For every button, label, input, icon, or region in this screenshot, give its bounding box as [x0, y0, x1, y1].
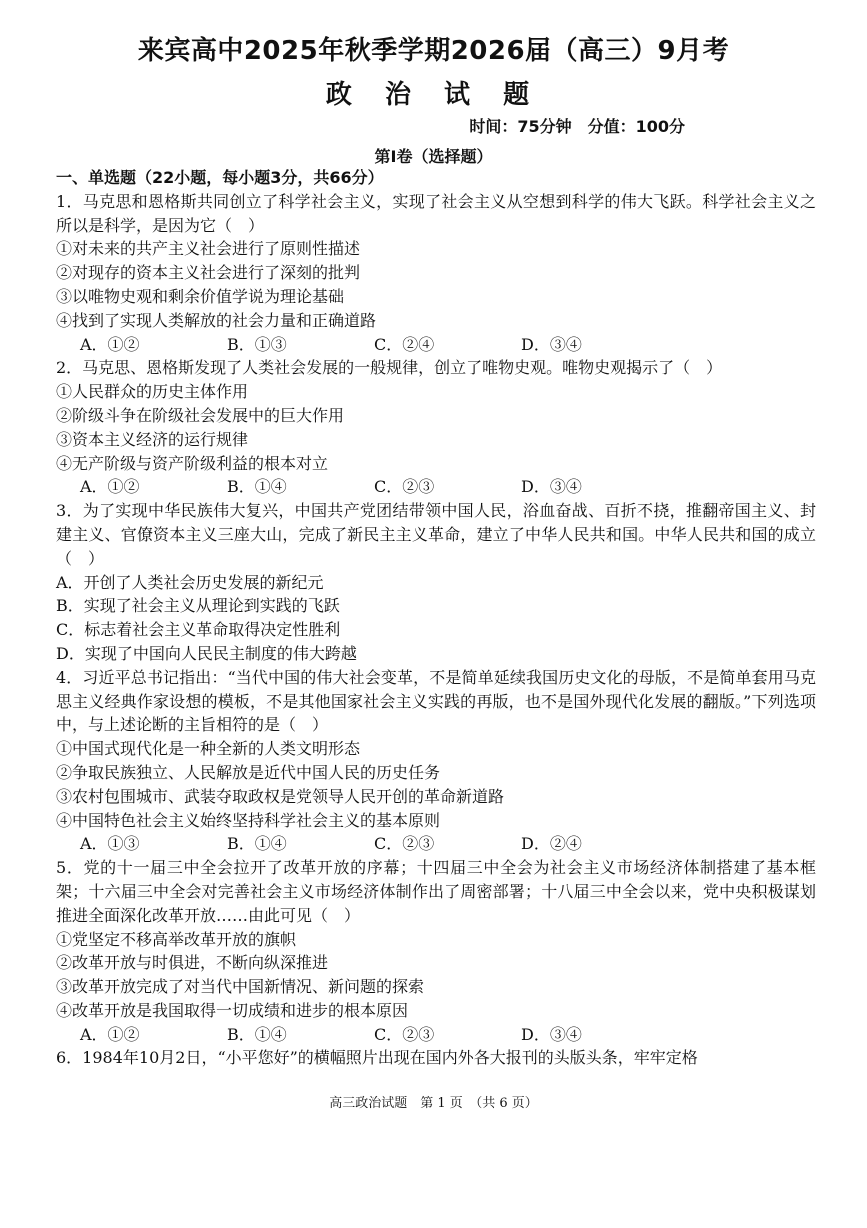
question-4-option: ①中国式现代化是一种全新的人类文明形态: [56, 739, 361, 759]
choice-c: C．②③: [374, 834, 435, 854]
question-1-option: ②对现存的资本主义社会进行了深刻的批判: [56, 263, 361, 283]
question-5-option: ④改革开放是我国取得一切成绩和进步的根本原因: [56, 1000, 409, 1020]
choice-a: A．①③: [80, 834, 140, 854]
question-1-option: ③以唯物史观和剩余价值学说为理论基础: [56, 286, 345, 306]
choice-d: D．③④: [521, 334, 582, 354]
question-5-stem: 5．党的十一届三中全会拉开了改革开放的序幕；十四届三中全会为社会主义市场经济体制搭建了基本框架；十六届三中全会对完善社会主义市场经济体制作出了周密部署；十八届三中全会以来，党中央积极谋划推进全面深化改革开放……由此可见（ ）: [56, 858, 816, 925]
question-1-choices: [56, 333, 816, 357]
question-5-option: ①党坚定不移高举改革开放的旗帜: [56, 929, 297, 949]
question-4-option: ②争取民族独立、人民解放是近代中国人民的历史任务: [56, 762, 441, 782]
time-score-info: 时间：75分钟 分值：100分: [469, 117, 685, 136]
question-2-option: ②阶级斗争在阶级社会发展中的巨大作用: [56, 405, 345, 425]
choice-c: C．②③: [374, 477, 435, 497]
question-3-option: B．实现了社会主义从理论到实践的飞跃: [56, 596, 340, 616]
choice-a: A．①②: [80, 334, 140, 354]
question-1-option: ①对未来的共产主义社会进行了原则性描述: [56, 239, 361, 259]
subject-title: 政 治 试 题: [325, 80, 542, 110]
choice-d: D．③④: [521, 1024, 582, 1044]
question-5-choices: [56, 1023, 816, 1047]
question-4-option: ③农村包围城市、武装夺取政权是党领导人民开创的革命新道路: [56, 786, 505, 806]
question-2-stem: 2．马克思、恩格斯发现了人类社会发展的一般规律，创立了唯物史观。唯物史观揭示了（ ）: [56, 358, 723, 378]
question-2-option: ①人民群众的历史主体作用: [56, 382, 249, 402]
question-2-choices: [56, 475, 816, 499]
choice-b: B．①③: [227, 334, 287, 354]
page-footer: 高三政治试题 第 1 页 （共 6 页）: [329, 1096, 538, 1111]
choice-b: B．①④: [227, 1024, 287, 1044]
question-2-option: ③资本主义经济的运行规律: [56, 429, 249, 449]
choice-d: D．②④: [521, 834, 582, 854]
choice-b: B．①④: [227, 477, 287, 497]
exam-title: 来宾高中2025年秋季学期2026届（高三）9月考: [137, 36, 730, 66]
question-3-stem: 3．为了实现中华民族伟大复兴，中国共产党团结带领中国人民，浴血奋战、百折不挠，推翻帝国主义、封建主义、官僚资本主义三座大山，完成了新民主主义革命，建立了中华人民共和国。中华人民共和国的成立（ ）: [56, 501, 816, 568]
choice-a: A．①②: [80, 477, 140, 497]
questions-body: [56, 166, 816, 1070]
question-1-stem: 1．马克思和恩格斯共同创立了科学社会主义，实现了社会主义从空想到科学的伟大飞跃。科学社会主义之所以是科学，是因为它（ ）: [56, 191, 816, 235]
question-3-option: C．标志着社会主义革命取得决定性胜利: [56, 620, 341, 640]
section-heading: 一、单选题（22小题，每小题3分，共66分）: [56, 168, 384, 187]
choice-a: A．①②: [80, 1024, 140, 1044]
choice-c: C．②④: [374, 334, 435, 354]
question-4-stem: 4．习近平总书记指出：“当代中国的伟大社会变革，不是简单延续我国历史文化的母版，不是简单套用马克思主义经典作家设想的模板，不是其他国家社会主义实践的再版，也不是国外现代化发展的翻版。”下列选项中，与上述论断的主旨相符的是（ ）: [56, 667, 816, 735]
question-3-option: D．实现了中国向人民民主制度的伟大跨越: [56, 643, 357, 663]
choice-d: D．③④: [521, 477, 582, 497]
question-4-option: ④中国特色社会主义始终坚持科学社会主义的基本原则: [56, 810, 441, 830]
question-5-option: ③改革开放完成了对当代中国新情况、新问题的探索: [56, 977, 425, 997]
question-1-option: ④找到了实现人类解放的社会力量和正确道路: [56, 310, 377, 330]
question-5-option: ②改革开放与时俱进，不断向纵深推进: [56, 953, 329, 973]
part-title: 第Ⅰ卷（选择题）: [374, 147, 493, 166]
choice-b: B．①④: [227, 834, 287, 854]
choice-c: C．②③: [374, 1024, 435, 1044]
question-3-option: A．开创了人类社会历史发展的新纪元: [56, 572, 324, 592]
question-2-option: ④无产阶级与资产阶级利益的根本对立: [56, 453, 329, 473]
question-4-choices: [56, 832, 816, 856]
question-6-stem: 6．1984年10月2日，“小平您好”的横幅照片出现在国内外各大报刊的头版头条，牢牢定格: [56, 1048, 698, 1068]
